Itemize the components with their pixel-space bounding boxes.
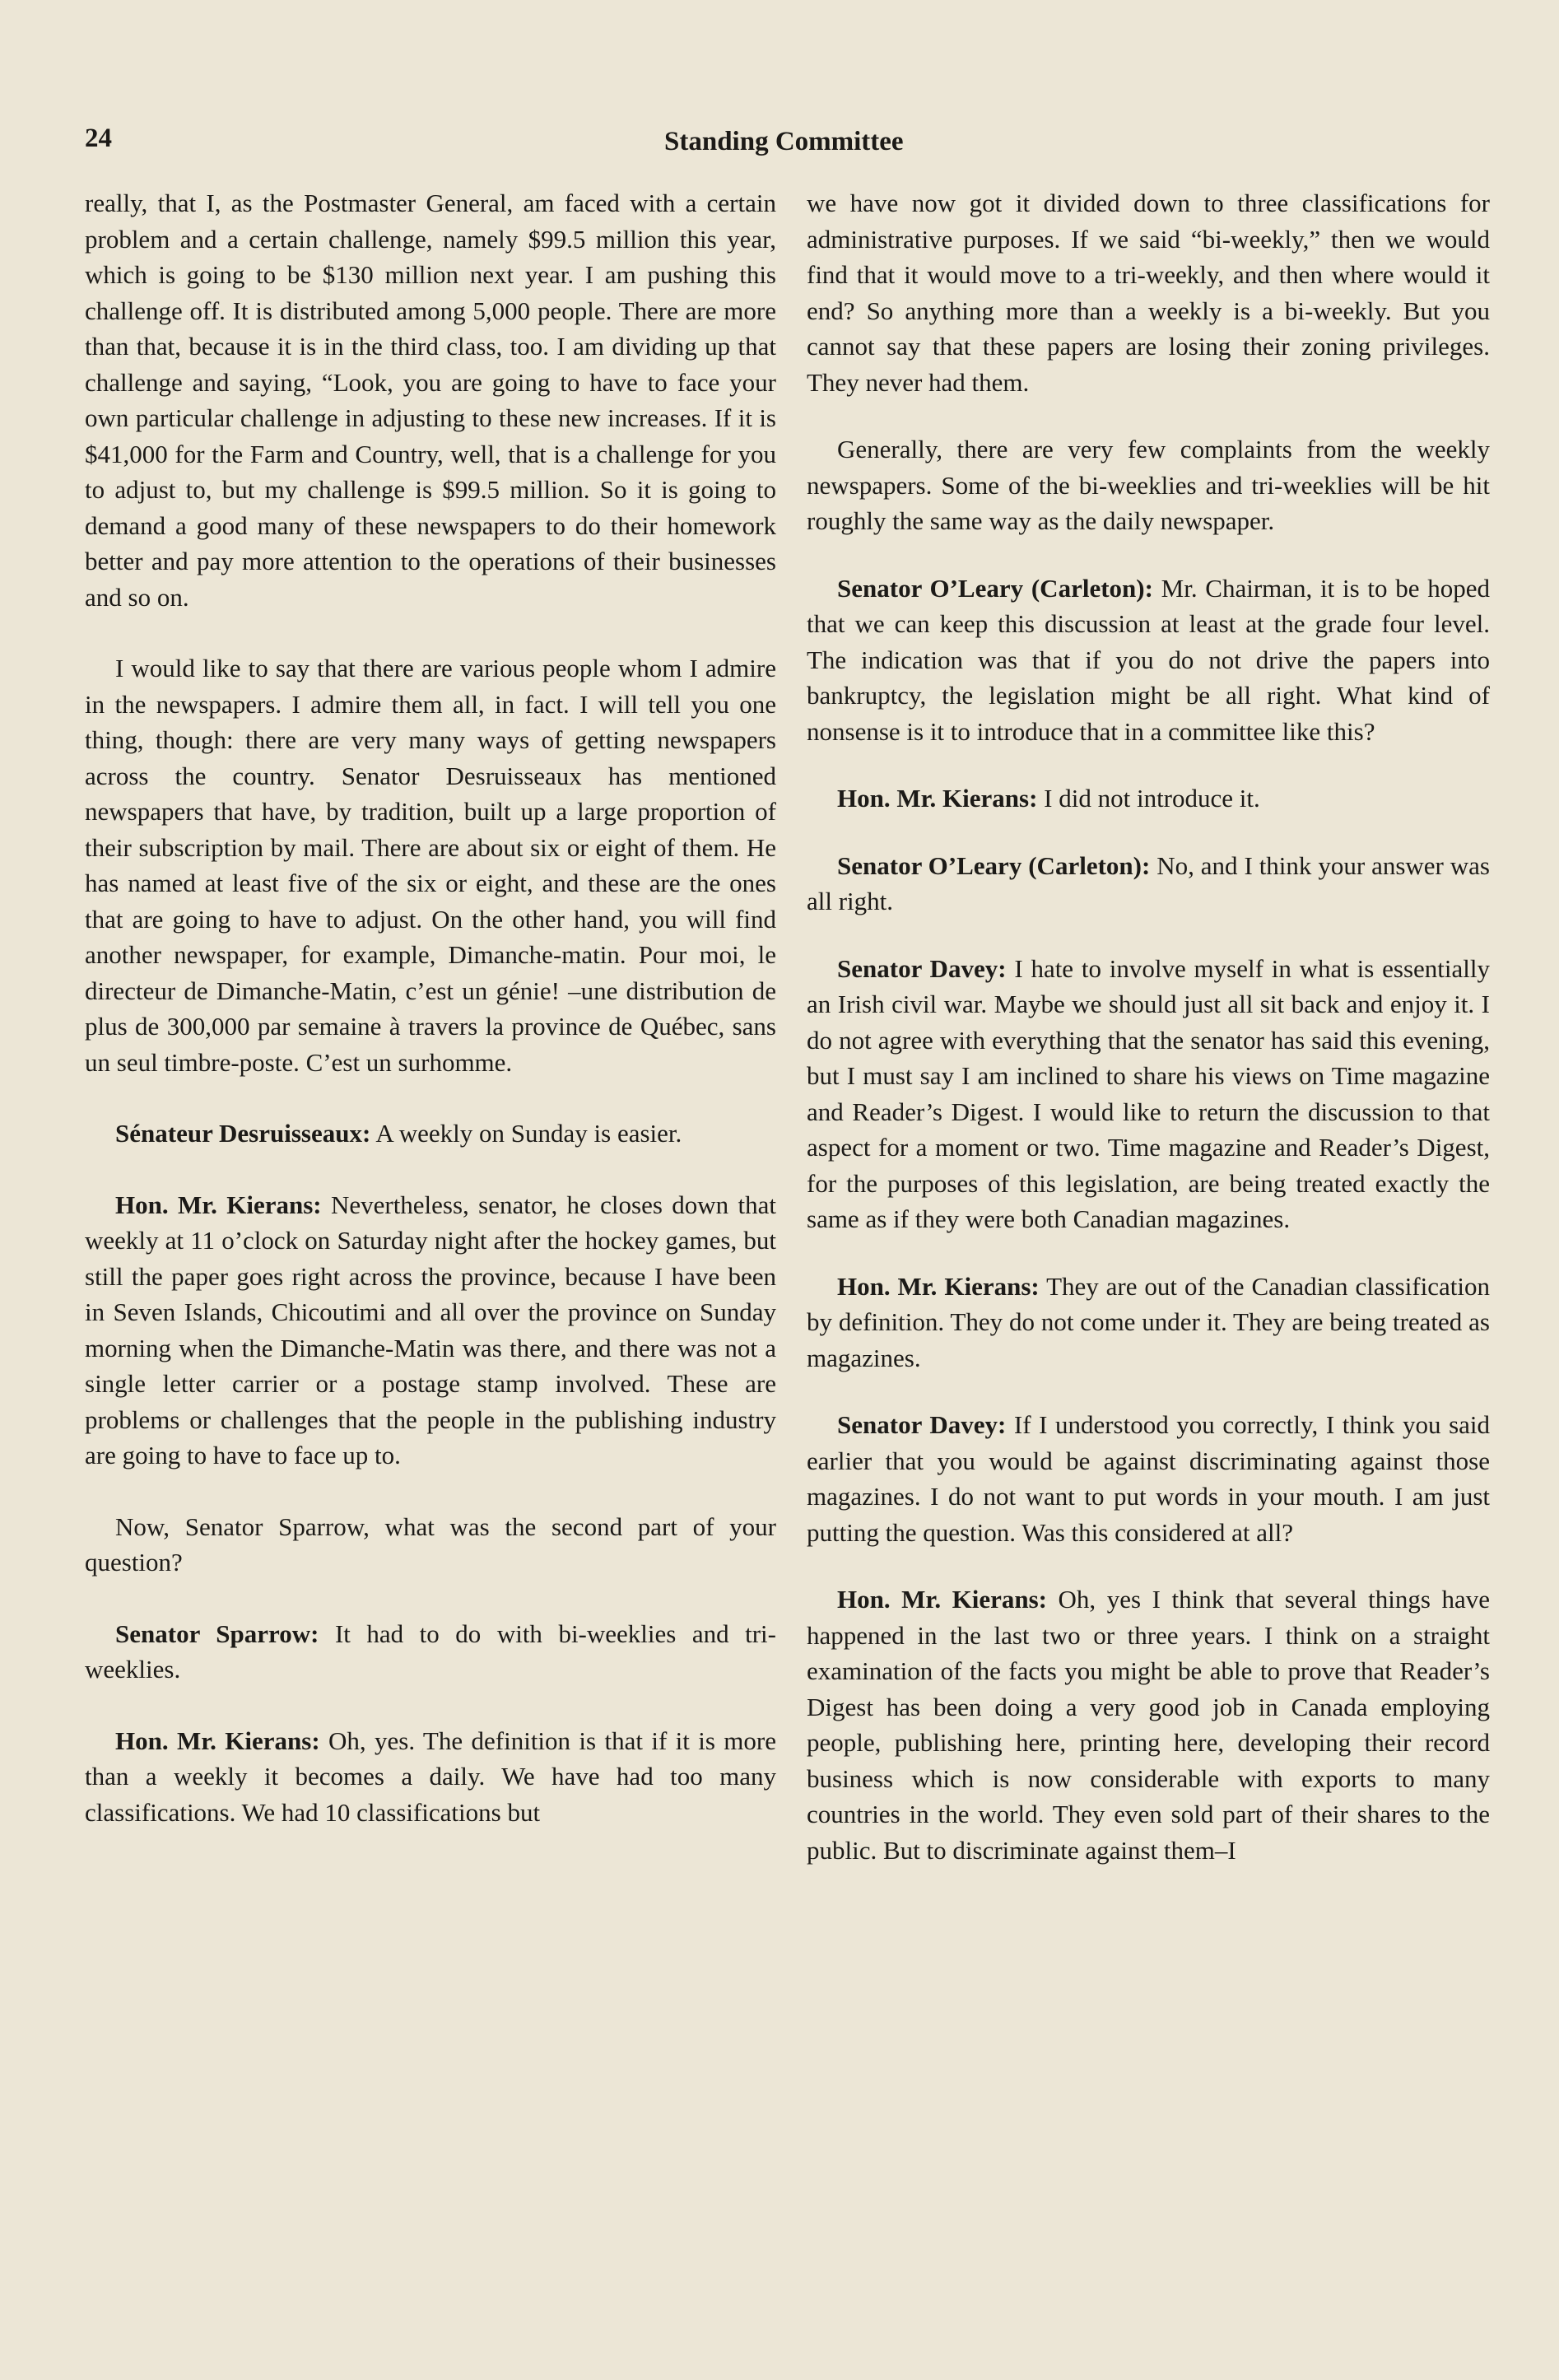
speaker-name: Senator Davey: [837, 953, 1007, 983]
paragraph [807, 1269, 1490, 1376]
paragraph-text: It had to do with bi-weeklies and tri-weeklies. [85, 1618, 776, 1684]
running-title: Standing Committee [664, 127, 904, 156]
speaker-name: Hon. Mr. Kierans: [837, 1271, 1040, 1301]
paragraph-text: we have now got it divided down to three classifications for administrative purposes. If we said “bi-weekly,” then we would find that it would move to a tri-weekly, and then where would it end? So anything more than a weekly is a bi-weekly. But you cannot say that these papers are losing their zoning privileges. They never had them. [807, 189, 1490, 397]
paragraph-text: Nevertheless, senator, he closes down that weekly at 11 o’clock on Saturday night after the hockey games, but still the paper goes right across the province, because I have been in Seven Islands, Chicoutimi and all over the province on Sunday morning when the Dimanche-Matin was there, and there was not a single letter carrier or a postage stamp involved. These are problems or challenges that the people in the publishing industry are going to have to face up to. [85, 1190, 776, 1469]
paragraph-text: Now, Senator Sparrow, what was the second part of your question? [85, 1511, 776, 1577]
right-column [807, 185, 1490, 1868]
speaker-name: Hon. Mr. Kierans: [115, 1726, 320, 1755]
paragraph [85, 1723, 776, 1831]
paragraph [807, 1407, 1490, 1550]
paragraph-text: Oh, yes. The definition is that if it is more than a weekly it becomes a daily. We have had too many classifications. We had 10 classifications but [85, 1726, 776, 1827]
page-header [0, 123, 1559, 165]
speaker-name: Senator O’Leary (Carleton): [837, 573, 1153, 603]
speaker-name: Senator Davey: [837, 1410, 1007, 1439]
paragraph-text: I would like to say that there are various people whom I admire in the newspapers. I admire them all, in fact. I will tell you one thing, though: there are very many ways of getting newspapers across the country. Senator Desruisseaux has mentioned newspapers that have, by tradition, built up a large proportion of their subscription by mail. There are about six or eight of them. He has named at least five of the six or eight, and these are the ones that are going to have to adjust. On the other hand, you will find another newspaper, for example, Dimanche-matin. Pour moi, le directeur de Dimanche-Matin, c’est un génie! –une distribution de plus de 300,000 par semaine à travers la province de Québec, sans un seul timbre-poste. C’est un surhomme. [85, 654, 776, 1077]
speaker-name: Hon. Mr. Kierans: [837, 784, 1038, 813]
paragraph-text: I hate to involve myself in what is essentially an Irish civil war. Maybe we should just all sit back and enjoy it. I do not agree with everything that the senator has said this evening, but I must say I am inclined to share his views on Time magazine and Reader’s Digest. I would like to return the discussion to that aspect for a moment or two. Time magazine and Reader’s Digest, for the purposes of this legislation, are being treated exactly the same as if they were both Canadian magazines. [807, 953, 1490, 1233]
paragraph [85, 185, 776, 615]
paragraph [807, 951, 1490, 1237]
speaker-name: Hon. Mr. Kierans: [115, 1190, 322, 1219]
paragraph-text: No, and I think your answer was all right. [807, 850, 1490, 915]
paragraph [807, 848, 1490, 920]
paragraph-text: If I understood you correctly, I think you said earlier that you would be against discriminating against those magazines. I do not want to put words in your mouth. I am just putting the question. Was this considered at all? [807, 1410, 1491, 1547]
paragraph [807, 431, 1490, 539]
paragraph-text: Generally, there are very few complaints from the weekly newspapers. Some of the bi-weeklies and tri-weeklies will be hit roughly the same way as the daily newspaper. [807, 435, 1490, 535]
paragraph [85, 1187, 776, 1474]
page-number: 24 [85, 123, 112, 153]
paragraph-text: A weekly on Sunday is easier. [370, 1119, 682, 1148]
left-column [85, 185, 776, 1830]
paragraph-text: They are out of the Canadian classification by definition. They do not come under it. They are being treated as magazines. [807, 1271, 1490, 1372]
paragraph [807, 185, 1490, 400]
speaker-name: Senator Sparrow: [115, 1618, 319, 1648]
speaker-name: Sénateur Desruisseaux: [115, 1119, 371, 1148]
speaker-name: Senator O’Leary (Carleton): [837, 850, 1151, 880]
paragraph-text: Mr. Chairman, it is to be hoped that we can keep this discussion at least at the grade four level. The indication was that if you do not drive the papers into bankruptcy, the legislation might be all right. What kind of nonsense is it to introduce that in a committee like this? [807, 573, 1490, 746]
paragraph-text: I did not introduce it. [1037, 784, 1260, 813]
paragraph [807, 571, 1490, 750]
paragraph [807, 780, 1490, 817]
paragraph [85, 1115, 776, 1152]
paragraph [85, 650, 776, 1080]
speaker-name: Hon. Mr. Kierans: [837, 1585, 1047, 1614]
paragraph-text: really, that I, as the Postmaster General, am faced with a certain problem and a certain challenge, namely $99.5 million this year, which is going to be $130 million next year. I am pushing this challenge off. It is distributed among 5,000 people. There are more than that, because it is in the third class, too. I am dividing up that challenge and saying, “Look, you are going to have to face your own particular challenge in adjusting to these new increases. If it is $41,000 for the Farm and Country, well, that is a challenge for you to adjust to, but my challenge is $99.5 million. So it is going to demand a good many of these newspapers to do their homework better and pay more attention to the operations of their businesses and so on. [85, 189, 776, 612]
paragraph [85, 1616, 776, 1688]
paragraph-text: Oh, yes I think that several things have happened in the last two or three years. I think on a straight examination of the facts you might be able to prove that Reader’s Digest has been doing a very good job in Canada employing people, publishing here, printing here, developing their record business which is now considerable with exports to many countries in the world. They even sold part of their shares to the public. But to discriminate against them–I [807, 1585, 1490, 1865]
paragraph [85, 1509, 776, 1581]
paragraph [807, 1581, 1490, 1868]
